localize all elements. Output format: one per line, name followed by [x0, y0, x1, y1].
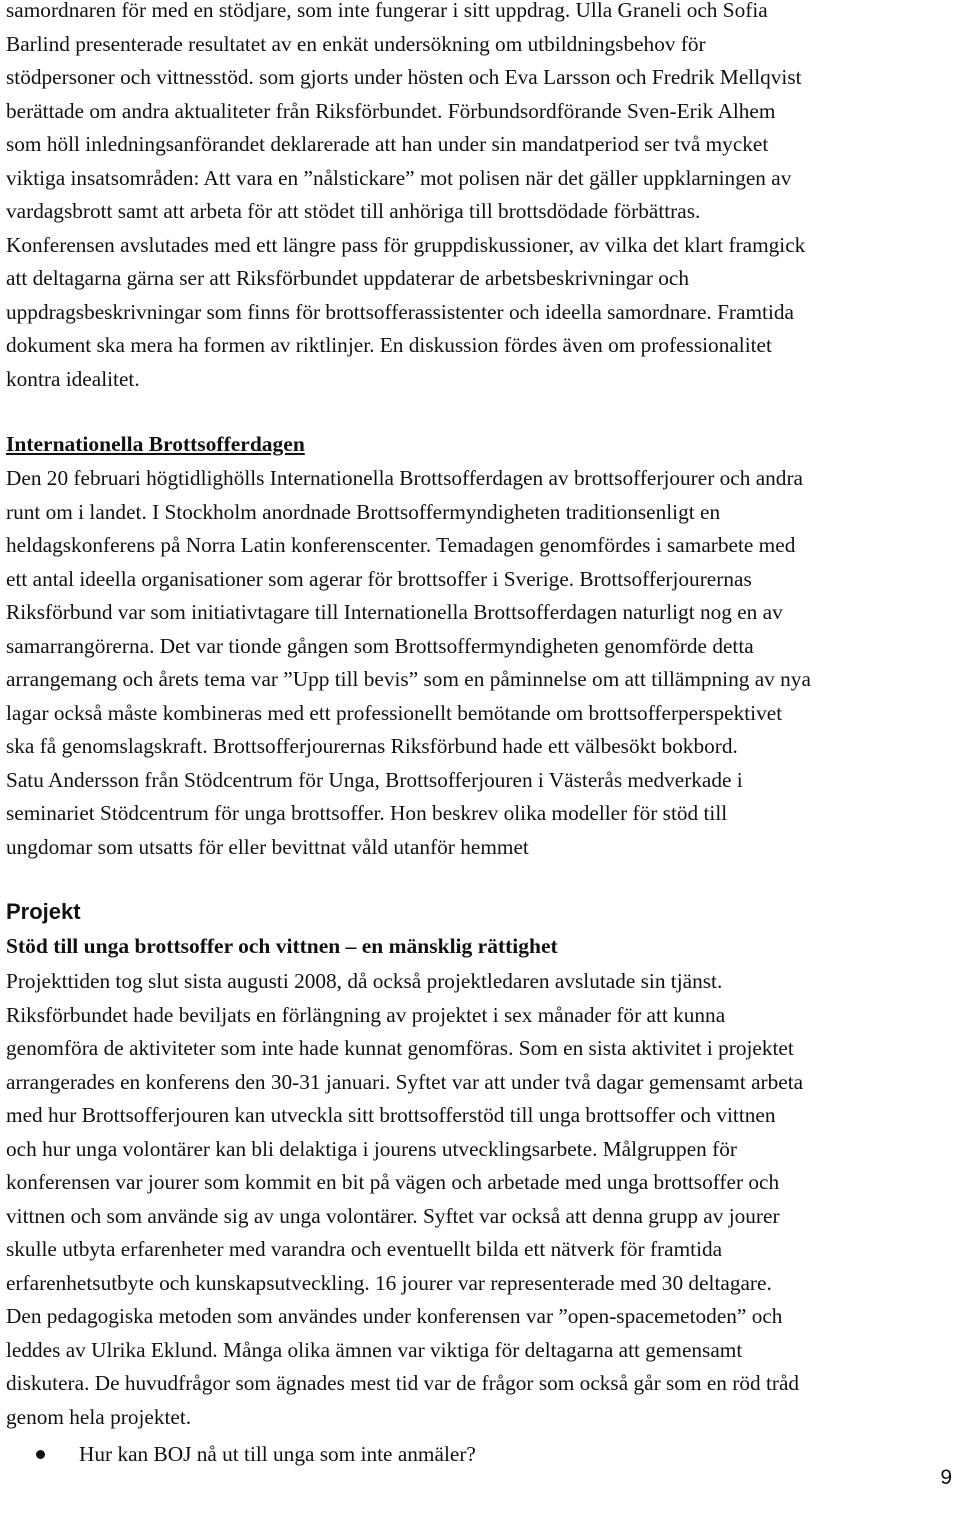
text-line: ungdomar som utsatts för eller bevittnat våld utanför hemmet	[6, 834, 529, 859]
text-line: genomföra de aktiviteter som inte hade kunnat genomföras. Som en sista aktivitet i projektet	[6, 1036, 794, 1060]
section-subheading-projekt: Stöd till unga brottsoffer och vittnen – en mänsklig rättighet	[6, 934, 558, 958]
text-line: Barlind presenterade resultatet av en enkät undersökning om utbildningsbehov för	[6, 31, 706, 56]
text-line: erfarenhetsutbyte och kunskapsutveckling. 16 jourer var representerade med 30 deltagare.	[6, 1270, 772, 1295]
text-line: ska få genomslagskraft. Brottsofferjourernas Riksförbund hade ett välbesökt bokbord.	[6, 734, 738, 758]
text-line: stödpersoner och vittnesstöd. som gjorts under hösten och Eva Larsson och Fredrik Mellqvist	[6, 65, 802, 89]
section-heading-projekt: Projekt	[6, 899, 81, 924]
text-line: samordnaren för med en stödjare, som inte fungerar i sitt uppdrag. Ulla Graneli och Sofia	[6, 0, 768, 22]
text-line: seminariet Stödcentrum för unga brottsoffer. Hon beskrev olika modeller för stöd till	[6, 801, 728, 825]
paragraph-brottsofferdagen	[6, 462, 950, 864]
text-line: leddes av Ulrika Eklund. Många olika ämnen var viktiga för deltagarna att gemensamt	[6, 1337, 743, 1362]
text-line: Satu Andersson från Stödcentrum för Unga, Brottsofferjouren i Västerås medverkade i	[6, 767, 743, 792]
text-line: lagar också måste kombineras med ett professionellt bemötande om brottsofferperspektivet	[6, 700, 783, 725]
text-line: Riksförbund var som initiativtagare till Internationella Brottsofferdagen naturligt nog en av	[6, 600, 783, 624]
bullet-text: Hur kan BOJ nå ut till unga som inte anmäler?	[79, 1442, 476, 1466]
paragraph-projekt	[6, 965, 950, 1434]
text-line: arrangemang och årets tema var ”Upp till bevis” som en påminnelse om att tillämpning av nya	[6, 667, 811, 691]
text-line: skulle utbyta erfarenheter med varandra och eventuellt bilda ett nätverk för framtida	[6, 1237, 723, 1261]
bullet-icon	[36, 1450, 45, 1459]
text-line: viktiga insatsområden: Att vara en ”nålstickare” mot polisen när det gäller uppklarningen av	[6, 165, 792, 190]
text-line: Riksförbundet hade beviljats en förlängning av projektet i sex månader för att kunna	[6, 1002, 726, 1027]
text-line: runt om i landet. I Stockholm anordnade Brottsoffermyndigheten traditionsenligt en	[6, 499, 721, 524]
text-line: genom hela projektet.	[6, 1404, 192, 1429]
text-line: berättade om andra aktualiteter från Riksförbundet. Förbundsordförande Sven-Erik Alhem	[6, 98, 776, 123]
text-line: med hur Brottsofferjouren kan utveckla sitt brottsofferstöd till unga brottsoffer och vittnen	[6, 1103, 776, 1127]
text-line: dokument ska mera ha formen av riktlinjer. En diskussion fördes även om professionalitet	[6, 333, 772, 357]
text-line: ett antal ideella organisationer som agerar för brottsoffer i Sverige. Brottsofferjourernas	[6, 566, 752, 591]
text-line: arrangerades en konferens den 30-31 januari. Syftet var att under två dagar gemensamt arbeta	[6, 1069, 804, 1094]
text-line: heldagskonferens på Norra Latin konferenscenter. Temadagen genomfördes i samarbete med	[6, 533, 796, 557]
text-line: vardagsbrott samt att arbeta för att stödet till anhöriga till brottsdödade förbättras.	[6, 199, 701, 223]
text-line: diskutera. De huvudfrågor som ägnades mest tid var de frågor som också går som en röd tråd	[6, 1371, 800, 1395]
text-line: samarrangörerna. Det var tionde gången som Brottsoffermyndigheten genomförde detta	[6, 633, 754, 658]
page-number: 9	[940, 1466, 952, 1489]
text-line: Den 20 februari högtidlighölls Internationella Brottsofferdagen av brottsofferjourer och andra	[6, 466, 804, 490]
text-line: konferensen var jourer som kommit en bit på vägen och arbetade med unga brottsoffer och	[6, 1170, 780, 1194]
paragraph-intro	[6, 0, 950, 396]
text-line: Projekttiden tog slut sista augusti 2008, då också projektledaren avslutade sin tjänst.	[6, 969, 723, 993]
text-line: kontra idealitet.	[6, 366, 140, 391]
text-line: som höll inledningsanförandet deklarerade att han under sin mandatperiod ser två mycket	[6, 132, 769, 156]
text-line: Den pedagogiska metoden som användes under konferensen var ”open-spacemetoden” och	[6, 1304, 783, 1328]
text-line: vittnen och som använde sig av unga volontärer. Syftet var också att denna grupp av jourer	[6, 1203, 780, 1228]
text-line: Konferensen avslutades med ett längre pass för gruppdiskussioner, av vilka det klart framgick	[6, 232, 806, 257]
text-line: och hur unga volontärer kan bli delaktiga i jourens utvecklingsarbete. Målgruppen för	[6, 1136, 737, 1161]
section-heading-brottsofferdagen: Internationella Brottsofferdagen	[6, 432, 305, 456]
text-line: att deltagarna gärna ser att Riksförbundet uppdaterar de arbetsbeskrivningar och	[6, 266, 690, 290]
text-line: uppdragsbeskrivningar som finns för brottsofferassistenter och ideella samordnare. Framtida	[6, 299, 794, 324]
